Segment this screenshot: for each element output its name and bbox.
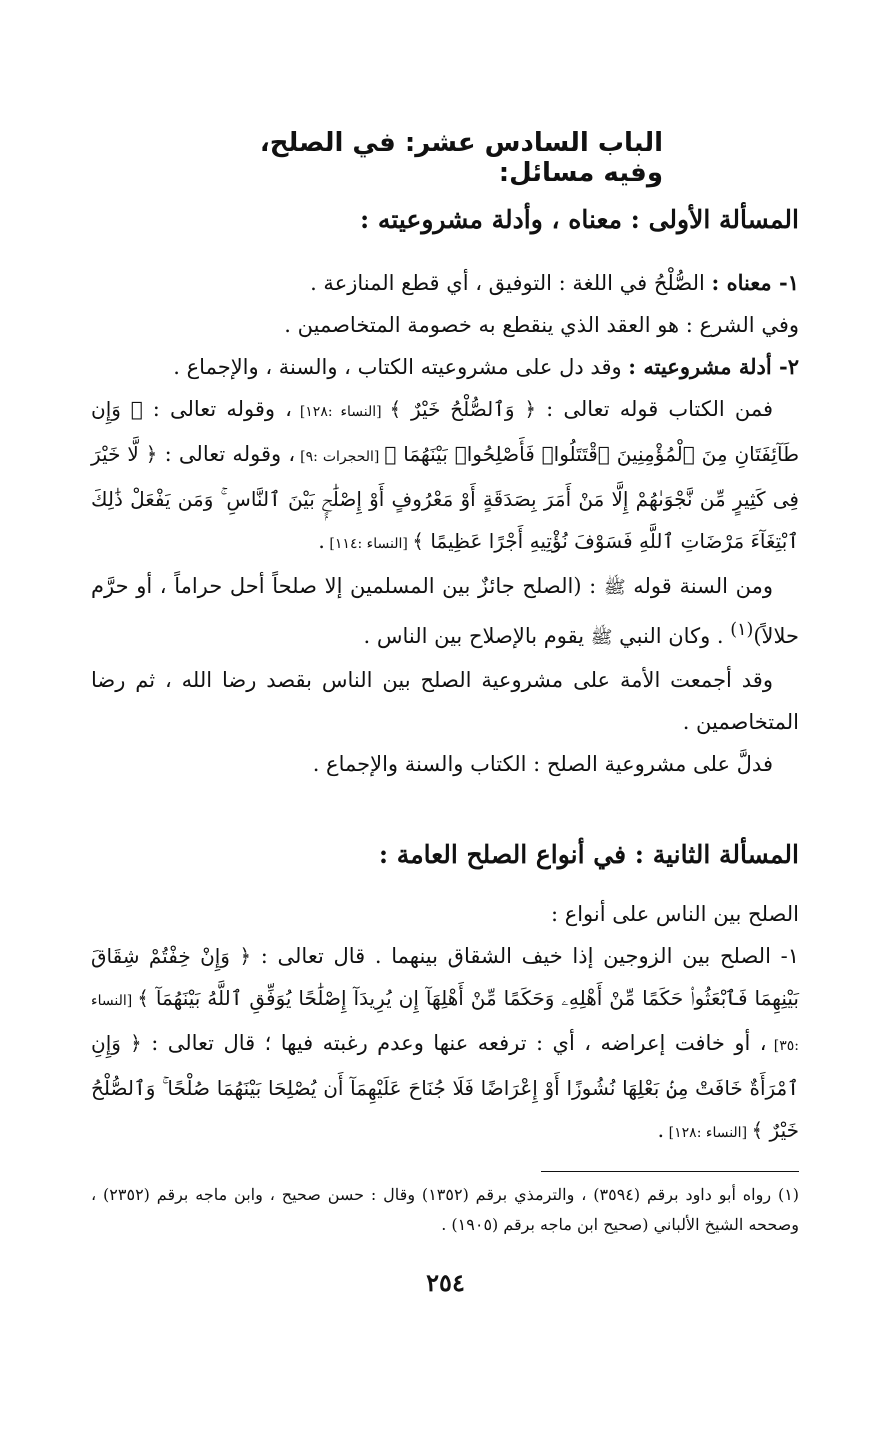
paragraph-number: ٢- أدلة مشروعيته : bbox=[628, 354, 799, 379]
text-span: . وكان النبي bbox=[612, 624, 731, 648]
paragraph-text: وقد دل على مشروعيته الكتاب ، والسنة ، والإجماع . bbox=[173, 355, 629, 379]
section-heading-1: المسألة الأولى : معناه ، وأدلة مشروعيته : bbox=[360, 205, 799, 234]
salutation-ornament: ﷺ bbox=[603, 577, 626, 598]
quran-verse: ﴿ لَّا خَيْرَ فِى كَثِيرٍ مِّن نَّجْوَىٰهُمْ إِلَّا مَنْ أَمَرَ بِصَدَقَةٍ أَوْ مَعْرُوفٍ أَوْ إِصْلَٰحٍۭ بَيْنَ ٱلنَّاسِ ۚ وَمَن يَفْعَلْ ذَٰلِكَ ٱبْتِغَآءَ مَرْضَاتِ ٱللَّهِ فَسَوْفَ نُؤْتِيهِ أَجْرًا عَظِيمًا ﴾ bbox=[91, 442, 799, 553]
paragraph-consensus: وقد أجمعت الأمة على مشروعية الصلح بين الناس بقصد رضا الله ، ثم رضا المتخاصمين . bbox=[91, 668, 799, 734]
section-heading-2: المسألة الثانية : في أنواع الصلح العامة : bbox=[378, 840, 799, 869]
paragraph-number: ١- معناه : bbox=[711, 270, 799, 295]
paragraph-text: الصُّلْحُ في اللغة : التوفيق ، أي قطع المنازعة . bbox=[310, 271, 712, 295]
text-span: ، وقوله تعالى : bbox=[142, 397, 292, 421]
paragraph-types-intro: الصلح بين الناس على أنواع : bbox=[550, 902, 799, 926]
text-span: فمن الكتاب قوله تعالى : bbox=[536, 397, 773, 421]
verse-reference: [النساء :١١٤] bbox=[324, 536, 413, 552]
chapter-title: الباب السادس عشر: في الصلح، وفيه مسائل: bbox=[259, 128, 663, 188]
footnote-marker[interactable]: (١) bbox=[730, 620, 754, 640]
paragraph-quran-evidence bbox=[91, 388, 799, 565]
paragraph-shar-definition: وفي الشرع : هو العقد الذي ينقطع به خصومة المتخاصمين . bbox=[284, 313, 799, 337]
text-span: . bbox=[657, 1118, 665, 1142]
paragraph-evidence bbox=[91, 346, 799, 388]
salutation-ornament: ﷺ bbox=[590, 627, 613, 648]
verse-reference: [النساء :١٢٨] bbox=[291, 404, 390, 420]
section-2-body bbox=[91, 893, 799, 1154]
text-span: ، أو خافت إعراضه ، أي : ترفعه عنها وعدم رغبته فيها ؛ قال تعالى : bbox=[141, 1031, 767, 1055]
paragraph-sunnah-evidence bbox=[91, 565, 799, 659]
verse-reference: [الحجرات :٩] bbox=[295, 449, 385, 465]
footnote-1: (١) رواه أبو داود برقم (٣٥٩٤) ، والترمذي برقم (١٣٥٢) وقال : حسن صحيح ، وابن ماجه برقم (٢٣٥٢) ، وصححه الشيخ الألباني (صحيح ابن ماجه برقم (١٩٠٥) . bbox=[91, 1185, 800, 1234]
text-span: ومن السنة قوله bbox=[625, 574, 774, 598]
quran-verse: ﴿ وَإِن طَآئِفَتَانِ مِنَ ٱلْمُؤْمِنِينَ ٱقْتَتَلُوا۟ فَأَصْلِحُوا۟ بَيْنَهُمَا ﴾ bbox=[91, 397, 799, 466]
footnotes bbox=[91, 1180, 799, 1240]
paragraph-number: ١- الصلح بين الزوجين bbox=[603, 944, 799, 968]
quran-verse: ﴿ وَإِنْ خِفْتُمْ شِقَاقَ بَيْنِهِمَا فَٱبْعَثُوا۟ حَكَمًا مِّنْ أَهْلِهِۦ وَحَكَمًا مِّنْ أَهْلِهَآ إِن يُرِيدَآ إِصْلَٰحًا يُوَفِّقِ ٱللَّهُ بَيْنَهُمَآ ﴾ bbox=[91, 944, 799, 1010]
section-1-body bbox=[91, 262, 799, 785]
verse-reference: [النساء :١٢٨] bbox=[664, 1125, 752, 1141]
quran-verse: ﴿ وَإِنِ ٱمْرَأَةٌ خَافَتْ مِنۢ بَعْلِهَا نُشُوزًا أَوْ إِعْرَاضًا فَلَا جُنَاحَ عَلَيْهِمَآ أَن يُصْلِحَا بَيْنَهُمَا صُلْحًا ۚ وَٱلصُّلْحُ خَيْرٌ ﴾ bbox=[91, 1031, 799, 1142]
text-span: ، وقوله تعالى : bbox=[157, 442, 296, 466]
verse-reference: [النساء :٣٥] bbox=[91, 993, 799, 1054]
page-number: ٢٥٤ bbox=[426, 1268, 465, 1297]
text-span: . bbox=[318, 529, 325, 553]
quran-verse: ﴿ وَٱلصُّلْحُ خَيْرٌ ﴾ bbox=[389, 397, 537, 421]
text-span: يقوم بالإصلاح بين الناس . bbox=[363, 624, 591, 648]
paragraph-spouses bbox=[91, 935, 799, 1154]
paragraph-meaning bbox=[91, 262, 799, 304]
paragraph-conclusion: فدلَّ على مشروعية الصلح : الكتاب والسنة والإجماع . bbox=[312, 752, 773, 776]
footnote-divider bbox=[541, 1171, 799, 1172]
text-span: إذا خيف الشقاق بينهما . قال تعالى : bbox=[251, 944, 604, 968]
text-span: : (الصلح جائزٌ بين المسلمين إلا صلحاً أحل حراماً ، أو حرَّم حلالاً) bbox=[91, 574, 799, 648]
